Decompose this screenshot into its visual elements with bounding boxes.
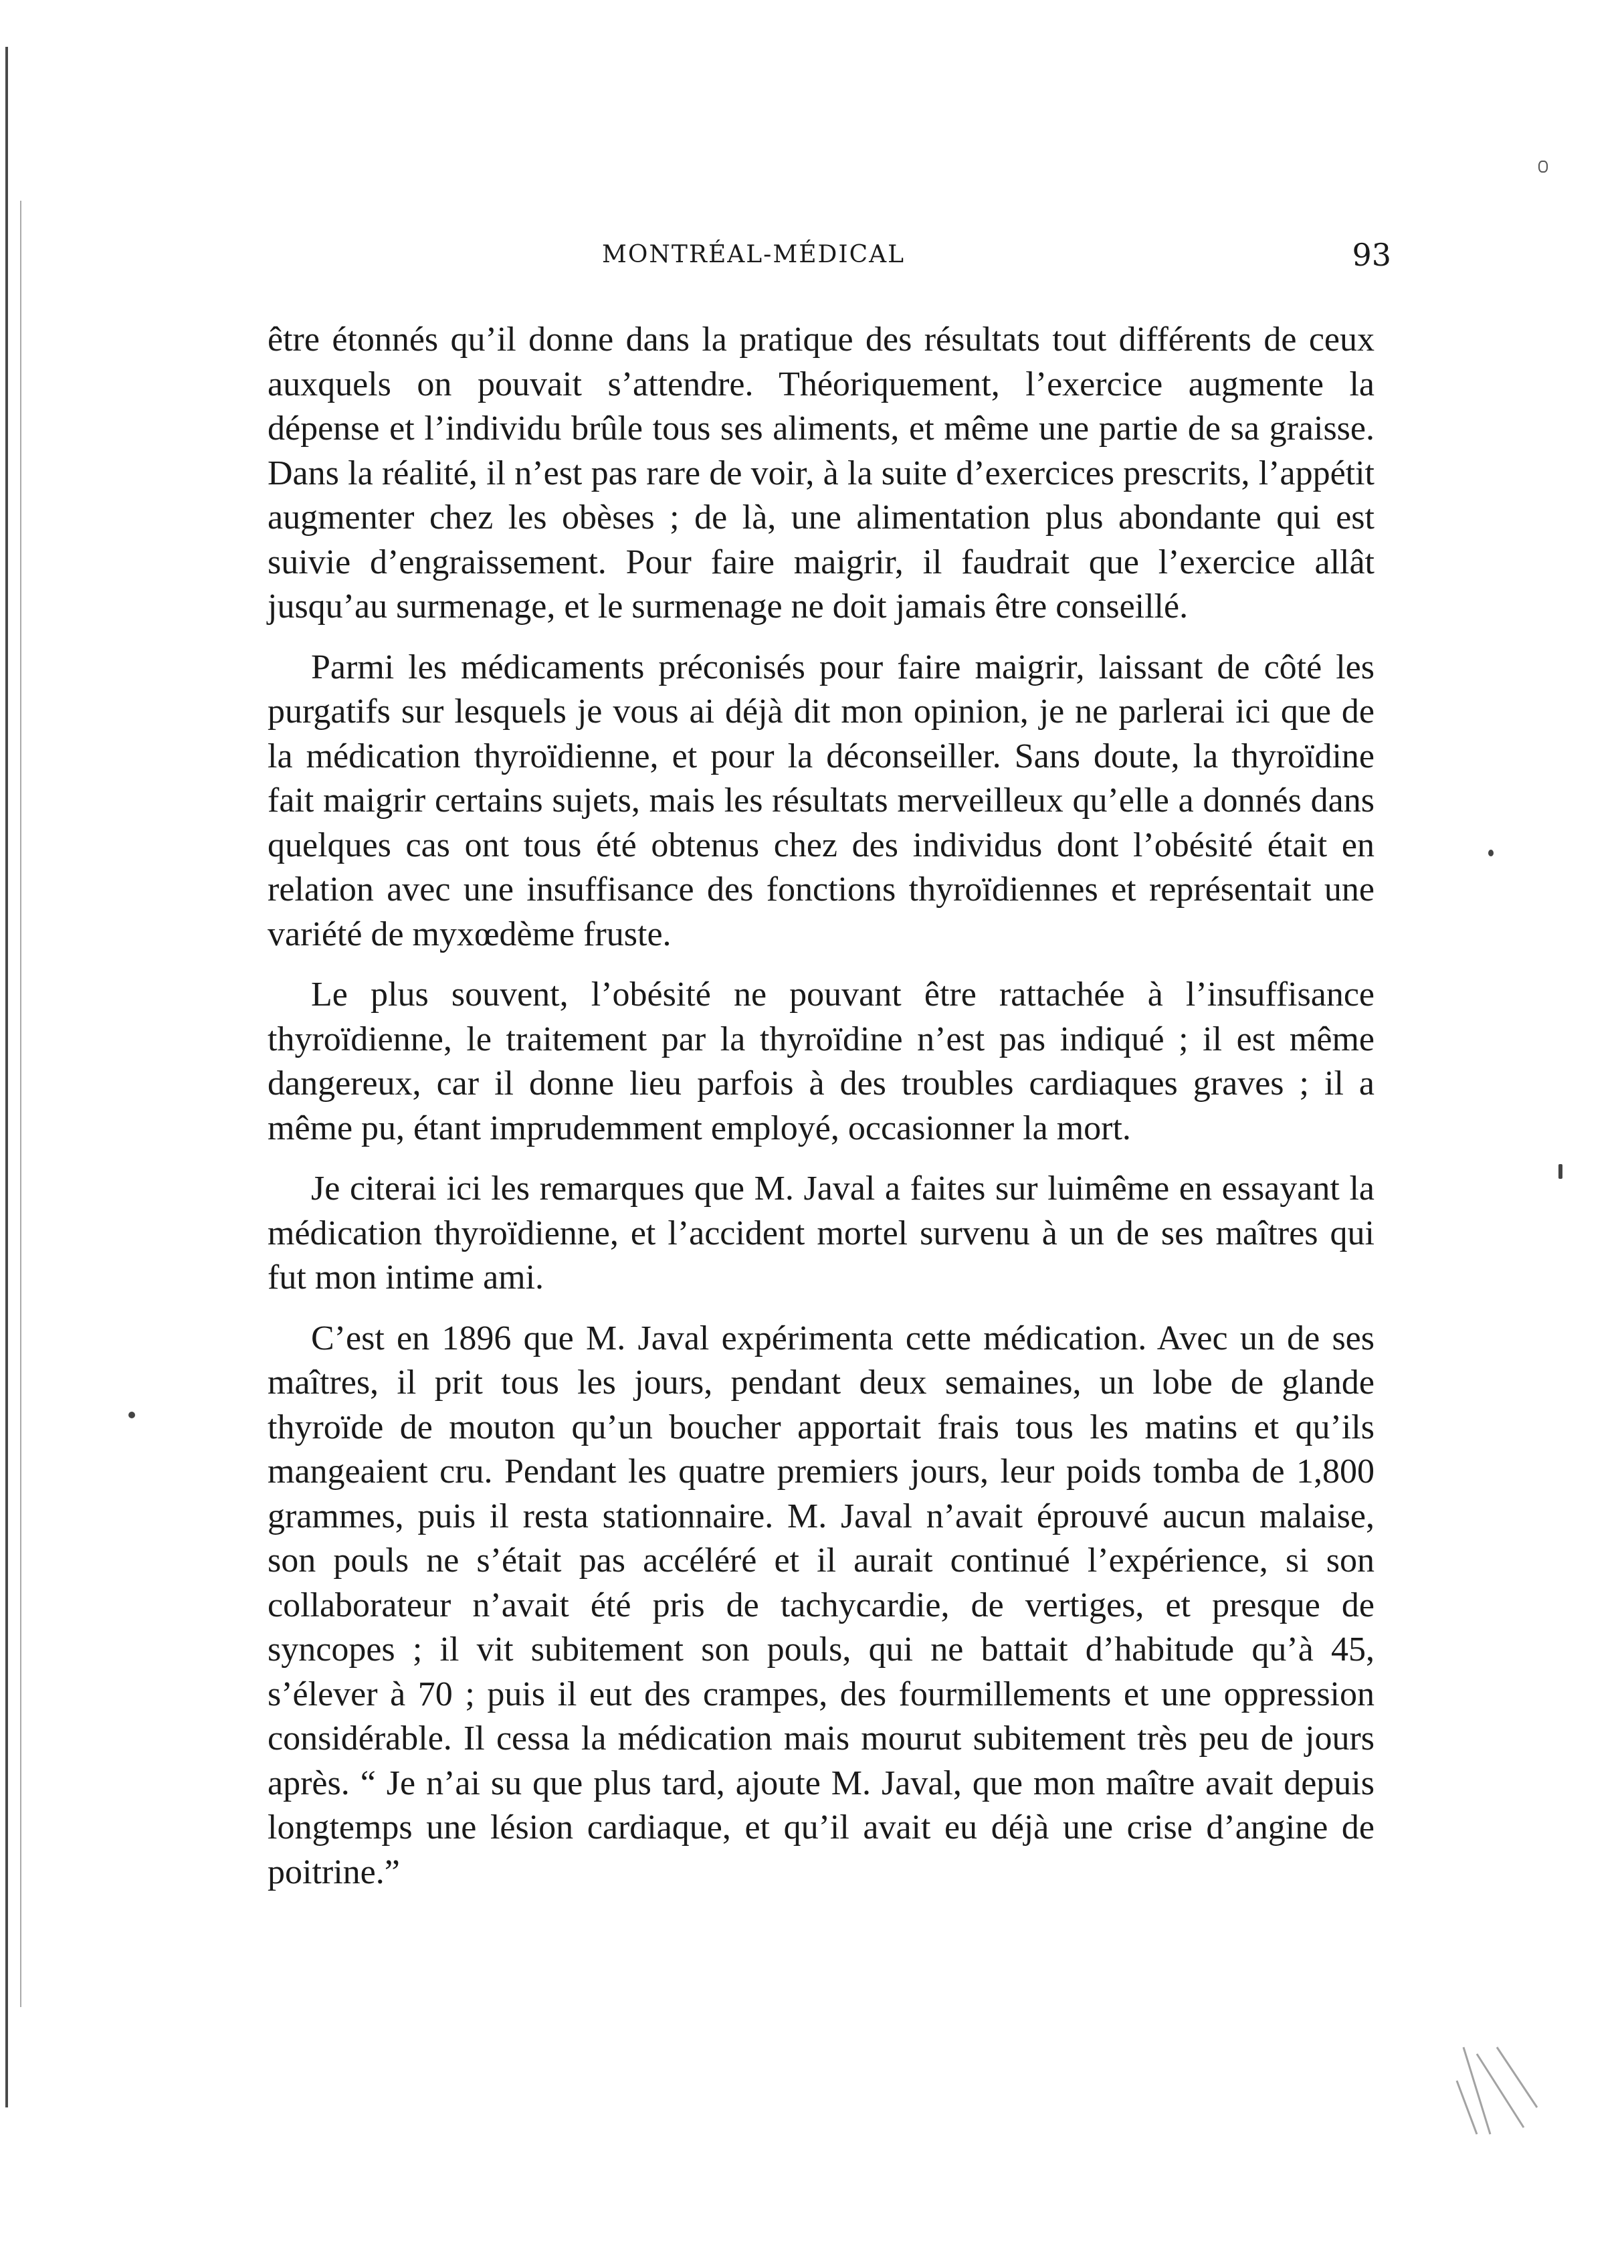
- body-text: [268, 318, 1375, 1895]
- paragraph: C’est en 1896 que M. Javal expérimenta cette médication. Avec un de ses maîtres, il prit tous les jours, pendant deux semaines, un lobe de glande thyroïde de mouton qu’un boucher apportait frais tous les matins et qu’ils mangeaient cru. Pendant les quatre premiers jours, leur poids tomba de 1,800 grammes, puis il resta stationnaire. M. Javal n’avait éprouvé aucun malaise, son pouls ne s’était pas accéléré et il aurait continué l’expérience, si son collaborateur n’avait été pris de tachycardie, de vertiges, et presque de syncopes ; il vit subitement son pouls, qui ne battait d’habitude qu’à 45, s’élever à 70 ; puis il eut des crampes, des fourmillements et une oppression considérable. Il cessa la médication mais mourut subitement très peu de jours après. “ Je n’ai su que plus tard, ajoute M. Javal, que mon maître avait depuis longtemps une lésion cardiaque, et qu’il avait eu déjà une crise d’angine de poitrine.”: [268, 1319, 1375, 1891]
- binding-shadow: [20, 201, 21, 2007]
- scan-speck: [1558, 1164, 1562, 1179]
- page-header: [268, 237, 1391, 281]
- paragraph: être étonnés qu’il donne dans la pratique des résultats tout différents de ceux auxquels on pouvait s’attendre. Théoriquement, l’exercice augmente la dépense et l’individu brûle tous ses aliments, et même une partie de sa graisse. Dans la réalité, il n’est pas rare de voir, à la suite d’exercices prescrits, l’appétit augmenter chez les obèses ; de là, une alimentation plus abondante qui est suivie d’engraissement. Pour faire maigrir, il faudrait que l’exercice allât jusqu’au surmenage, et le surmenage ne doit jamais être conseillé.: [268, 320, 1375, 626]
- scan-speck: [1538, 161, 1548, 173]
- running-title: MONTRÉAL-MÉDICAL: [602, 241, 906, 268]
- scan-speck: [1488, 850, 1494, 856]
- page-number: 93: [1352, 237, 1391, 273]
- scan-corner-mark: [1450, 2041, 1544, 2141]
- paragraph: Parmi les médicaments préconisés pour faire maigrir, laissant de côté les purgatifs sur lesquels je vous ai déjà dit mon opinion, je ne parlerai ici que de la médication thyroïdienne, et pour la déconseiller. Sans doute, la thyroïdine fait maigrir certains sujets, mais les résultats merveilleux qu’elle a donnés dans quelques cas ont tous été obtenus chez des individus dont l’obésité était en relation avec une insuffisance des fonctions thyroïdiennes et représentait une variété de myxœdème fruste.: [268, 648, 1375, 953]
- paragraph: Le plus souvent, l’obésité ne pouvant être rattachée à l’insuffisance thyroïdienne, le traitement par la thyroïdine n’est pas indiqué ; il est même dangereux, car il donne lieu parfois à des troubles cardiaques graves ; il a même pu, étant imprudemment employé, occasionner la mort.: [268, 975, 1375, 1147]
- paragraph: Je citerai ici les remarques que M. Javal a faites sur luimême en essayant la médication thyroïdienne, et l’accident mortel survenu à un de ses maîtres qui fut mon intime ami.: [268, 1169, 1375, 1297]
- scan-speck: [128, 1412, 135, 1418]
- binding-edge: [5, 47, 15, 2107]
